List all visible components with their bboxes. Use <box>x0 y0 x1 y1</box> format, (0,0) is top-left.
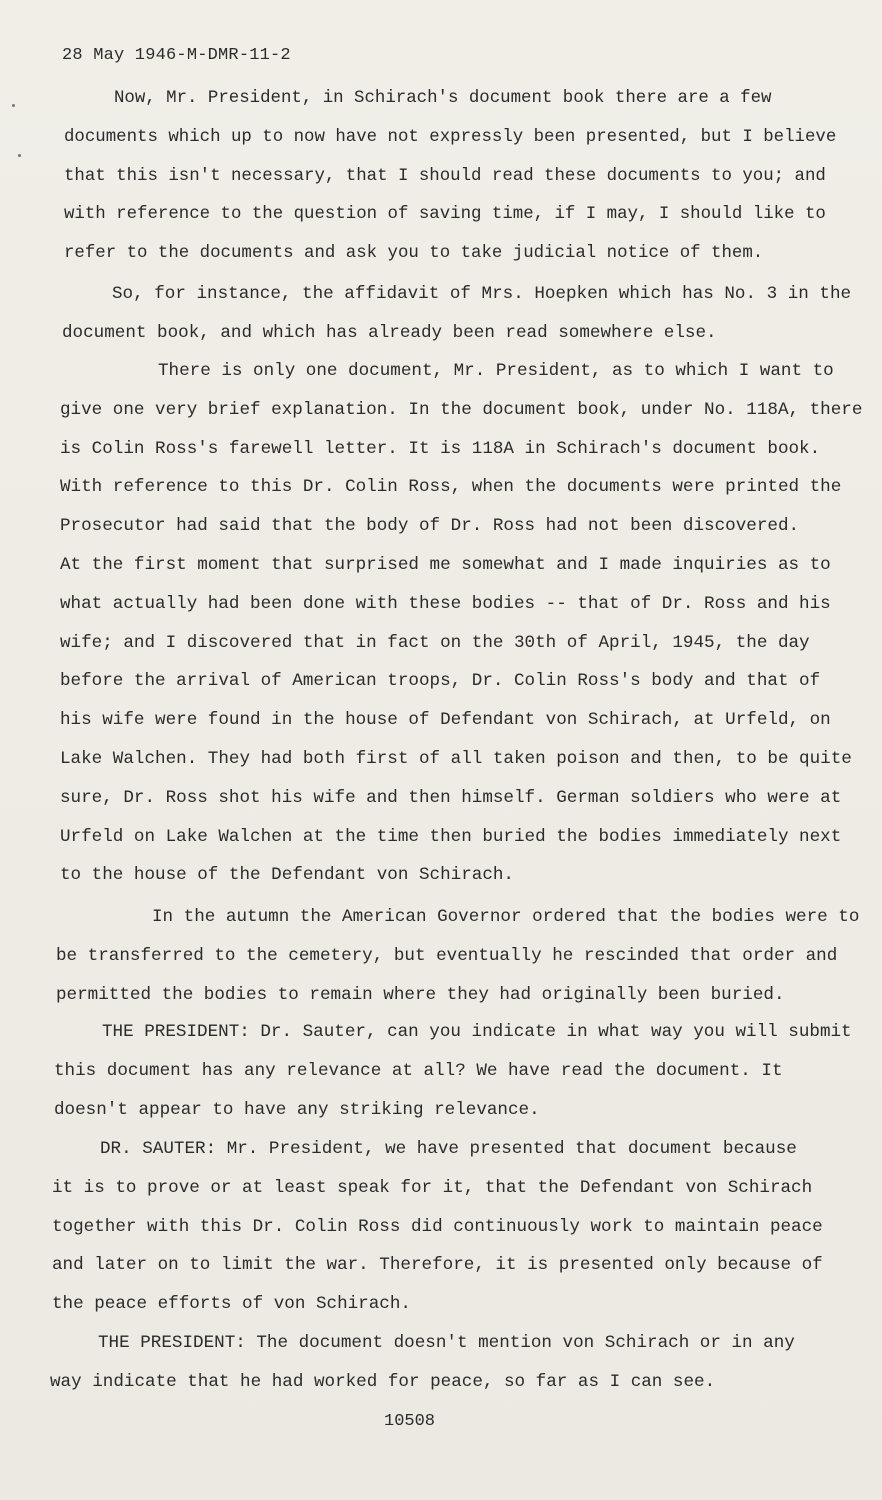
text-line: There is only one document, Mr. President, as to which I want to <box>158 361 834 381</box>
text-line: documents which up to now have not expressly been presented, but I believe <box>64 127 837 147</box>
paragraph <box>64 80 836 274</box>
text-line: to the house of the Defendant von Schirach. <box>60 865 514 886</box>
text-line: together with this Dr. Colin Ross did continuously work to maintain peace <box>52 1216 823 1237</box>
text-line: Prosecutor had said that the body of Dr. Ross had not been discovered. <box>60 516 800 537</box>
text-line: what actually had been done with these bodies -- that of Dr. Ross and his <box>60 593 831 614</box>
paragraph <box>52 1130 823 1324</box>
margin-mark <box>12 104 15 107</box>
text-line: it is to prove or at least speak for it, that the Defendant von Schirach <box>52 1177 813 1198</box>
text-line: With reference to this Dr. Colin Ross, when the documents were printed the <box>60 477 842 498</box>
text-line: refer to the documents and ask you to take judicial notice of them. <box>64 244 764 264</box>
text-line: sure, Dr. Ross shot his wife and then himself. German soldiers who were at <box>60 787 842 808</box>
document-header: 28 May 1946-M-DMR-11-2 <box>62 46 291 65</box>
text-line: doesn't appear to have any striking relevance. <box>54 1099 540 1120</box>
paragraph <box>62 275 851 353</box>
text-line: DR. SAUTER: Mr. President, we have presented that document because <box>100 1139 797 1159</box>
text-line: At the first moment that surprised me somewhat and I made inquiries as to <box>60 554 831 575</box>
text-line: is Colin Ross's farewell letter. It is 118A in Schirach's document book. <box>60 438 821 459</box>
text-line: THE PRESIDENT: The document doesn't mention von Schirach or in any <box>98 1333 795 1353</box>
text-line: with reference to the question of saving time, if I may, I should like to <box>64 205 826 225</box>
text-line: this document has any relevance at all? We have read the document. It <box>54 1060 783 1081</box>
text-line: before the arrival of American troops, Dr. Colin Ross's body and that of <box>60 671 821 692</box>
paragraph <box>50 1324 795 1402</box>
paragraph <box>60 352 862 895</box>
text-line: In the autumn the American Governor ordered that the bodies were to <box>152 907 860 927</box>
text-line: and later on to limit the war. Therefore, it is presented only because of <box>52 1255 823 1276</box>
paragraph <box>56 898 859 1014</box>
text-line: THE PRESIDENT: Dr. Sauter, can you indicate in what way you will submit <box>102 1022 852 1042</box>
paragraph <box>54 1013 852 1129</box>
page-number: 10508 <box>384 1412 436 1431</box>
text-line: permitted the bodies to remain where they had originally been buried. <box>56 984 785 1005</box>
text-line: be transferred to the cemetery, but eventually he rescinded that order and <box>56 945 838 966</box>
text-line: that this isn't necessary, that I should read these documents to you; and <box>64 166 826 186</box>
text-line: Now, Mr. President, in Schirach's document book there are a few <box>114 89 772 108</box>
text-line: give one very brief explanation. In the document book, under No. 118A, there <box>60 399 863 420</box>
text-line: his wife were found in the house of Defendant von Schirach, at Urfeld, on <box>60 710 831 731</box>
text-line: Urfeld on Lake Walchen at the time then buried the bodies immediately next <box>60 826 842 847</box>
text-line: the peace efforts of von Schirach. <box>52 1294 411 1315</box>
text-line: wife; and I discovered that in fact on the 30th of April, 1945, the day <box>60 632 810 653</box>
text-line: Lake Walchen. They had both first of all taken poison and then, to be quite <box>60 748 852 769</box>
text-line: So, for instance, the affidavit of Mrs. Hoepken which has No. 3 in the <box>112 284 852 304</box>
margin-mark <box>18 154 21 157</box>
text-line: way indicate that he had worked for peace, so far as I can see. <box>50 1371 716 1392</box>
text-line: document book, and which has already been read somewhere else. <box>62 322 717 343</box>
